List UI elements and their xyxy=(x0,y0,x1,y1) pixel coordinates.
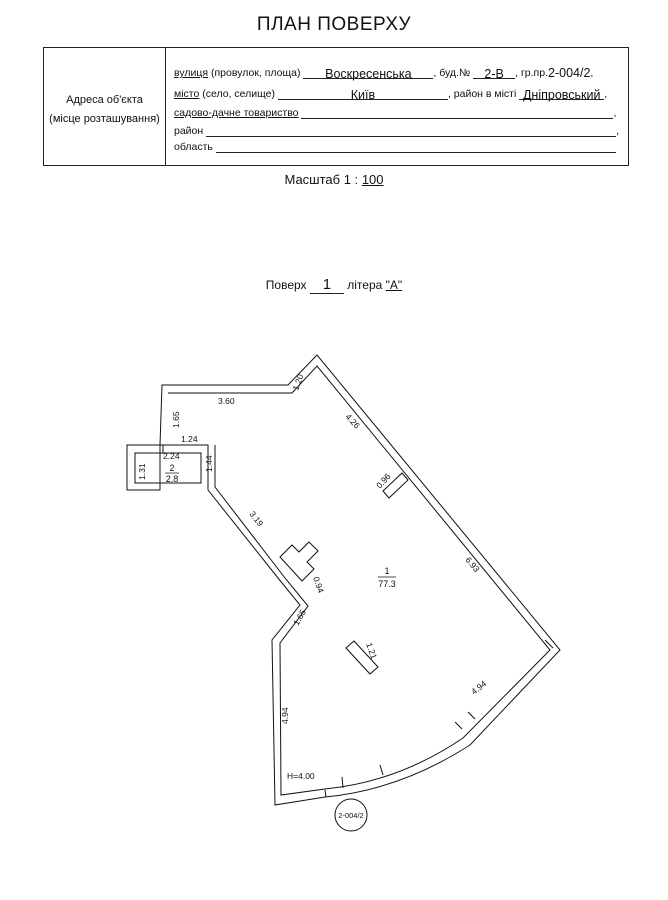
street-value: Воскресенська xyxy=(325,67,412,81)
dim-left-diag: 3.19 xyxy=(247,509,266,529)
region-label: область xyxy=(174,141,213,153)
address-sublabel: (місце розташування) xyxy=(49,113,160,125)
window-2 xyxy=(545,640,553,648)
scale-prefix: 1 : xyxy=(343,172,359,187)
city-label: місто xyxy=(174,88,200,100)
outer-wall xyxy=(127,355,560,805)
building-value: 2-В xyxy=(484,67,504,81)
city-row-comma: , xyxy=(604,88,608,100)
district-in-city-value: Дніпровський xyxy=(522,88,601,102)
dim-top-angle: 1.20 xyxy=(290,372,306,392)
dim-partition: 0.96 xyxy=(374,471,393,491)
page-title: ПЛАН ПОВЕРХУ xyxy=(256,14,412,35)
inner-wall xyxy=(165,366,550,795)
height-label: H=4.00 xyxy=(287,771,315,781)
dim-step: 1.65 xyxy=(291,607,309,627)
street-row-comma: , xyxy=(590,67,594,79)
dim-diag-upper: 4.26 xyxy=(343,411,363,431)
group-label: , гр.пр. xyxy=(515,67,549,79)
room-2-area: 2.8 xyxy=(165,474,179,484)
dim-bath-right: 1.44 xyxy=(204,455,214,472)
garden-label: садово-дачне товариство xyxy=(174,107,299,119)
window-1 xyxy=(455,712,475,729)
dim-block: 1.21 xyxy=(364,641,380,661)
building-label: , буд.№ xyxy=(433,67,471,79)
scale-value: 100 xyxy=(361,172,384,187)
garden-row-comma: , xyxy=(613,107,617,119)
dim-top-wall: 3.60 xyxy=(218,396,235,406)
floor-number: 1 xyxy=(310,276,344,294)
dim-bath-left: 1.31 xyxy=(137,463,147,480)
dim-col-side: 0.94 xyxy=(311,575,327,595)
street-label: вулиця xyxy=(174,67,209,79)
street-suffix: (провулок, площа) xyxy=(208,67,301,79)
column xyxy=(280,542,318,581)
district-label: район xyxy=(174,125,204,137)
floor-label: Поверх xyxy=(265,278,307,292)
group-value: 2-004/2 xyxy=(548,66,591,80)
window-3 xyxy=(325,765,383,797)
city-value: Київ xyxy=(350,88,376,102)
room-1-number: 1 xyxy=(384,566,390,576)
district-row-comma: , xyxy=(616,125,620,137)
city-suffix: (село, селище) xyxy=(199,88,276,100)
room-2-number: 2 xyxy=(169,463,175,473)
stamp-text: 2-004/2 xyxy=(338,811,364,820)
dim-lower-right: 4.94 xyxy=(469,678,489,697)
dim-right-wall: 6.93 xyxy=(463,554,482,574)
room-1-area: 77.3 xyxy=(378,579,396,589)
dim-left-upper: 1.65 xyxy=(171,411,181,428)
scale-label: Масштаб xyxy=(284,172,341,187)
address-label: Адреса об'єкта xyxy=(66,94,143,106)
letter-label: літера xyxy=(347,278,383,292)
letter-value: "А" xyxy=(385,278,403,292)
district-in-city-label: , район в місті xyxy=(447,88,517,100)
dim-bath-top: 1.24 xyxy=(181,434,198,444)
dim-left-lower: 4.94 xyxy=(280,707,290,724)
dim-bath-outer: 2.24 xyxy=(163,451,180,461)
